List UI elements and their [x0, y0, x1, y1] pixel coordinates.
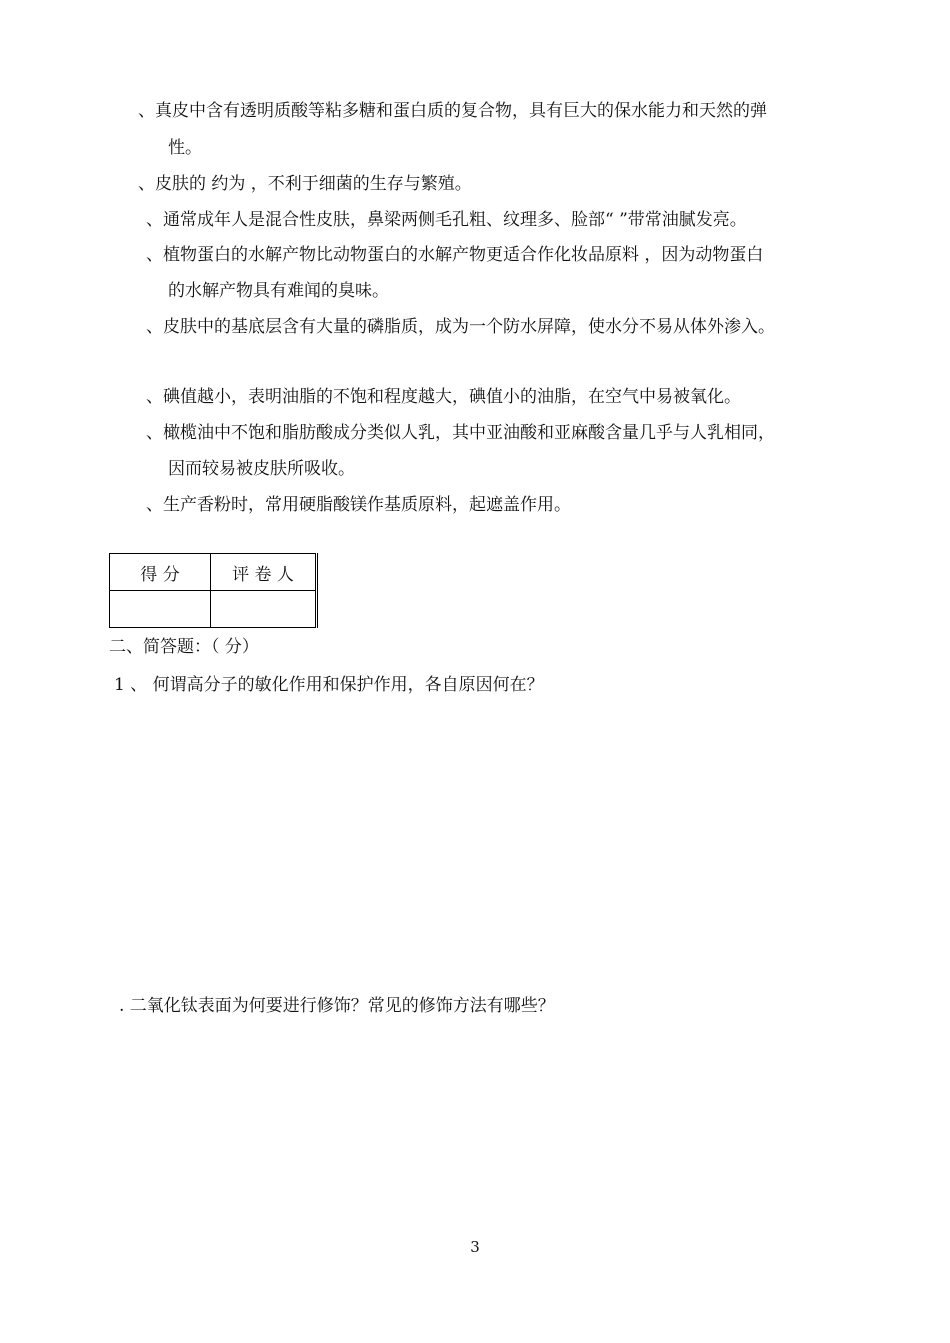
- statement-1-line-1: 、真皮中含有透明质酸等粘多糖和蛋白质的复合物，具有巨大的保水能力和天然的弹: [138, 101, 767, 121]
- statement-3: 、通常成年人是混合性皮肤，鼻梁两侧毛孔粗、纹理多、脸部“ ”带常油腻发亮。: [146, 210, 747, 230]
- statement-1-line-2: 性。: [168, 138, 202, 158]
- question-2: . 二氧化钛表面为何要进行修饰？常见的修饰方法有哪些？: [119, 996, 555, 1016]
- statement-7-line-1: 、橄榄油中不饱和脂肪酸成分类似人乳，其中亚油酸和亚麻酸含量几乎与人乳相同，: [146, 423, 775, 443]
- page-number: 3: [470, 1238, 480, 1256]
- grader-cell[interactable]: [211, 591, 317, 628]
- question-1: 1 、 何谓高分子的敏化作用和保护作用，各自原因何在？: [114, 675, 544, 695]
- statement-2: 、皮肤的 约为 ，不利于细菌的生存与繁殖。: [138, 174, 472, 194]
- score-header: 得 分: [110, 554, 211, 591]
- statement-7-line-2: 因而较易被皮肤所吸收。: [168, 459, 355, 479]
- statement-4-line-2: 的水解产物具有难闻的臭味。: [168, 281, 389, 301]
- statement-5: 、皮肤中的基底层含有大量的磷脂质，成为一个防水屏障，使水分不易从体外渗入。: [146, 317, 775, 337]
- grader-header: 评 卷 人: [211, 554, 317, 591]
- statement-6: 、碘值越小，表明油脂的不饱和程度越大，碘值小的油脂，在空气中易被氧化。: [146, 387, 741, 407]
- score-cell[interactable]: [110, 591, 211, 628]
- statement-4-line-1: 、植物蛋白的水解产物比动物蛋白的水解产物更适合作化妆品原料 ，因为动物蛋白: [146, 245, 764, 265]
- statement-8: 、生产香粉时，常用硬脂酸镁作基质原料，起遮盖作用。: [146, 495, 571, 515]
- score-table: [109, 553, 318, 628]
- section-title: 二、简答题：（ 分）: [109, 637, 259, 657]
